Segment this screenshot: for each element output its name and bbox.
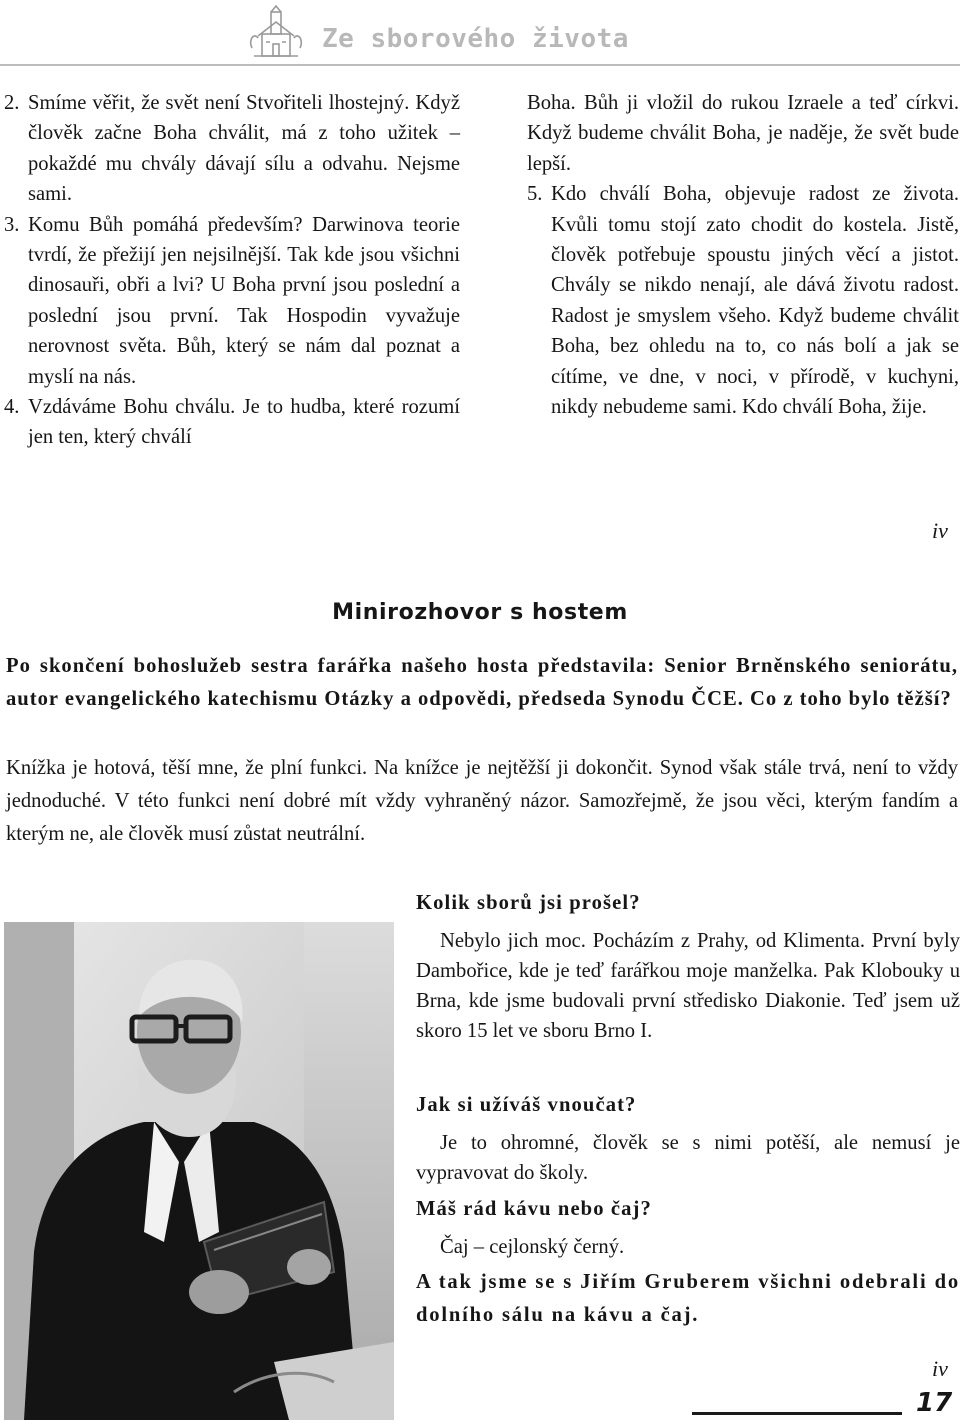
question-sbory: Kolik sborů jsi prošel? (416, 892, 641, 914)
question-vnoucata: Jak si užíváš vnoučat? (416, 1094, 637, 1116)
interview-heading: Minirozhovor s hostem (332, 600, 628, 625)
list-item-2-text: Smíme věřit, že svět není Stvořiteli lhostejný. Když člověk začne Boha chválit, má z toho užitek – pokaždé mu chvály dávají sílu a odvahu. Nejsme sami. (28, 92, 460, 206)
list-item-2: 2. Smíme věřit, že svět není Stvořiteli lhostejný. Když člověk začne Boha chválit, má z toho užitek – pokaždé mu chvály dávají sílu a odvahu. Nejsme sami. (4, 92, 460, 206)
photo-pastor-reading (4, 922, 394, 1420)
page-number: 17 (916, 1388, 953, 1418)
interview-intro-question: Po skončení bohoslužeb sestra farářka našeho hosta představila: Senior Brněnského seniorátu, autor evangelického katechismu Otázky a odpovědi, předseda Synodu ČCE. Co z toho bylo těžší? (6, 655, 958, 710)
header-divider (0, 64, 960, 66)
article-column-right (527, 88, 959, 422)
list-item-4-text: Vzdáváme Bohu chválu. Je to hudba, které rozumí jen ten, který chválí (28, 396, 460, 449)
church-icon (244, 4, 308, 60)
answer-sbory: Nebylo jich moc. Pocházím z Prahy, od Klimenta. První byly Dambořice, kde je teď farářkou moje manželka. Pak Klobouky u Brna, kde jsme budovali první středisko Diakonie. Teď jsem už skoro 15 let ve sboru Brno I. (416, 930, 960, 1042)
list-item-5-text: Kdo chválí Boha, objevuje radost ze života. Kvůli tomu stojí zato chodit do kostela. Jistě, člověk potřebuje spoustu jiných věcí a jistot. Chvály se nikdo nenají, ale dává životu radost. Radost je smyslem všeho. Když budeme chválit Boha, bez ohledu na to, co nás bolí a jak se cítíme, ve dne, v noci, v přírodě, v kuchyni, nikdy nebudeme sami. Kdo chválí Boha, žije. (551, 183, 959, 419)
footer-divider (692, 1412, 902, 1415)
answer-vnoucata: Je to ohromné, člověk se s nimi potěší, ale nemusí je vypravovat do školy. (416, 1132, 960, 1184)
answer-kava: Čaj – cejlonský černý. (440, 1236, 625, 1258)
list-item-5: 5. Kdo chválí Boha, objevuje radost ze života. Kvůli tomu stojí zato chodit do kostela. Jistě, člověk potřebuje spoustu jiných věcí a jistot. Chvály se nikdo nenají, ale dává životu radost. Radost je smyslem všeho. Když budeme chválit Boha, bez ohledu na to, co nás bolí a jak se cítíme, ve dne, v noci, v přírodě, v kuchyni, nikdy nebudeme sami. Kdo chválí Boha, žije. (527, 183, 959, 419)
qa-block-sbory (416, 888, 960, 1046)
section-title: Ze sborového života (322, 24, 629, 54)
article-column-left (4, 88, 460, 453)
qa-block-kava (416, 1194, 960, 1262)
list-item-4: 4. Vzdáváme Bohu chválu. Je to hudba, které rozumí jen ten, který chválí (4, 396, 460, 449)
author-signature: iv (932, 518, 948, 543)
question-kava: Máš rád kávu nebo čaj? (416, 1198, 652, 1220)
list-item-3: 3. Komu Bůh pomáhá především? Darwinova teorie tvrdí, že přežijí jen nejsilnější. Tak kde jsou všichni dinosauři, obři a lvi? U Boha první jsou poslední a poslední jsou první. Tak Hospodin vyvažuje nerovnost světa. Bůh, který se nám dal poznat a myslí na nás. (4, 213, 460, 388)
interview-answer-1: Knížka je hotová, těší mne, že plní funkci. Na knížce je nejtěžší ji dokončit. Synod však stále trvá, není to vždy jednoduché. V této funkci není dobré mít vždy vyhraněný názor. Samozřejmě, že jsou věci, kterým fandím a kterým ne, ale člověk musí zůstat neutrální. (6, 757, 958, 845)
interview-closing: A tak jsme se s Jiřím Gruberem všichni odebrali do dolního sálu na kávu a čaj. (416, 1271, 960, 1326)
list-item-3-text: Komu Bůh pomáhá především? Darwinova teorie tvrdí, že přežijí jen nejsilnější. Tak kde jsou všichni dinosauři, obři a lvi? U Boha první jsou poslední a poslední jsou první. Tak Hospodin vyvažuje nerovnost světa. Bůh, který se nám dal poznat a myslí na nás. (28, 213, 460, 388)
interview-signature: iv (932, 1356, 948, 1381)
qa-block-vnoucata (416, 1090, 960, 1188)
list-item-4-continued: Boha. Bůh ji vložil do rukou Izraele a teď církvi. Když budeme chválit Boha, je naděje, že svět bude lepší. (527, 92, 959, 175)
